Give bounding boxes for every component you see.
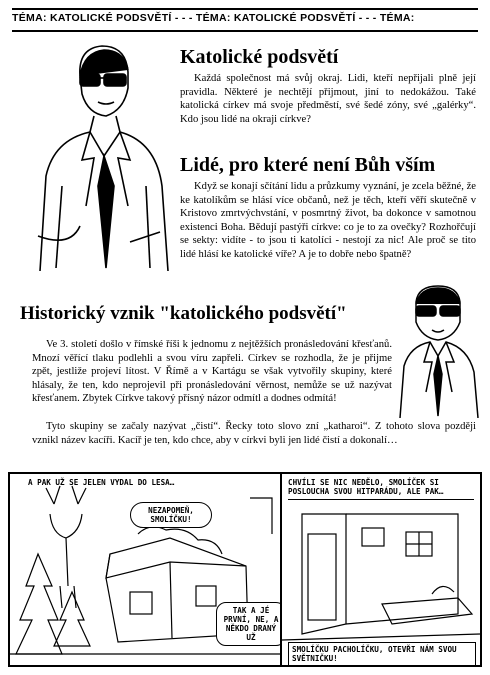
- section1-paragraph: Každá společnost má svůj okraj. Lidi, kteří nepřijali plně její pravidla. Některé je nechtějí přijmout, jiní to nedokážou. Také katolická církev má svoje předměstí, své šedé zóny, své „galérky“. Kdo jsou lidé na okraji církve?: [180, 73, 476, 125]
- panel2-footer-caption: SMOLÍČKU PACHOLÍČKU, OTEVŘI NÁM SVOU SVĚTNIČKU!: [288, 642, 476, 665]
- section3-paragraph-2: Tyto skupiny se začaly nazývat „čistí“. Řecky toto slovo zní „katharoi“. Z tohoto slova později vznikl název kacíři. Kacíř je ten, kdo chce, aby v církvi byli jen lidé čistí a dokonalí…: [32, 421, 476, 446]
- topic-header-band: TÉMA: KATOLICKÉ PODSVĚTÍ - - - TÉMA: KATOLICKÉ PODSVĚTÍ - - - TÉMA:: [12, 8, 478, 32]
- section2-text: [180, 180, 476, 262]
- section3-text: [32, 338, 392, 406]
- room-interior-drawing: [282, 474, 480, 665]
- panel2-caption: CHVÍLI SE NIC NEDĚLO, SMOLÍČEK SI POSLOUCHA SVOU HITPARÁDU, ALE PAK…: [288, 478, 474, 500]
- panel1-speech-bubble: NEZAPOMEŇ, SMOLÍČKU!: [130, 502, 212, 528]
- section3-text-2: [32, 420, 476, 447]
- section2-title: Lidé, pro které není Bůh vším: [180, 154, 436, 176]
- section3-paragraph-1: Ve 3. století došlo v římské říši k jednomu z nejtěžších pronásledování křesťanů. Mnozí věřící tlaku podlehli a svou víru zapřeli. Církev se rozhodla, že je přijme zpět, jestliže projeví lítost. V Římě a v Kartágu se však vytvořily skupiny, které hlásaly, že ten, kdo neprojevil při pronásledování věrnost, nemůže se už nazývat křesťanem. Zbytek Církve takový přísný názor odmítl a dodnes odmítá!: [32, 339, 392, 405]
- section1-text: [180, 72, 476, 126]
- comic-panel-2: [282, 474, 480, 665]
- panel1-speech-bubble-2: TAK A JÉ PRVNÍ, NE, A NĚKDO DRANÝ UŽ: [216, 602, 282, 646]
- section3-title: Historický vznik "katolického podsvětí": [20, 303, 347, 324]
- agent-illustration-1: [10, 36, 180, 271]
- agent-illustration-2: [396, 282, 482, 418]
- section2-paragraph: Když se konají sčítání lidu a průzkumy vyznání, je zcela běžné, že ke katolíkům se hlásí více občanů, než je těch, kteří věří skutečně v Kristovo zmrtvýchvstání, v posmrtný život, ba dokonce v samotnou existenci Boha. Bědují pastýři církve: co je to za ovečky? Rozhořčují se sekty: vidíte - to jsou ti katolíci - nestojí za nic! Ale proč se tito lidé hlásí ke katolické víře? A je to dobře nebo špatně?: [180, 181, 476, 260]
- comic-strip: [8, 472, 482, 667]
- section1-title: Katolické podsvětí: [180, 46, 339, 68]
- comic-panel-1: [10, 474, 282, 665]
- panel1-caption: A PAK UŽ SE JELEN VYDAL DO LESA…: [28, 478, 175, 487]
